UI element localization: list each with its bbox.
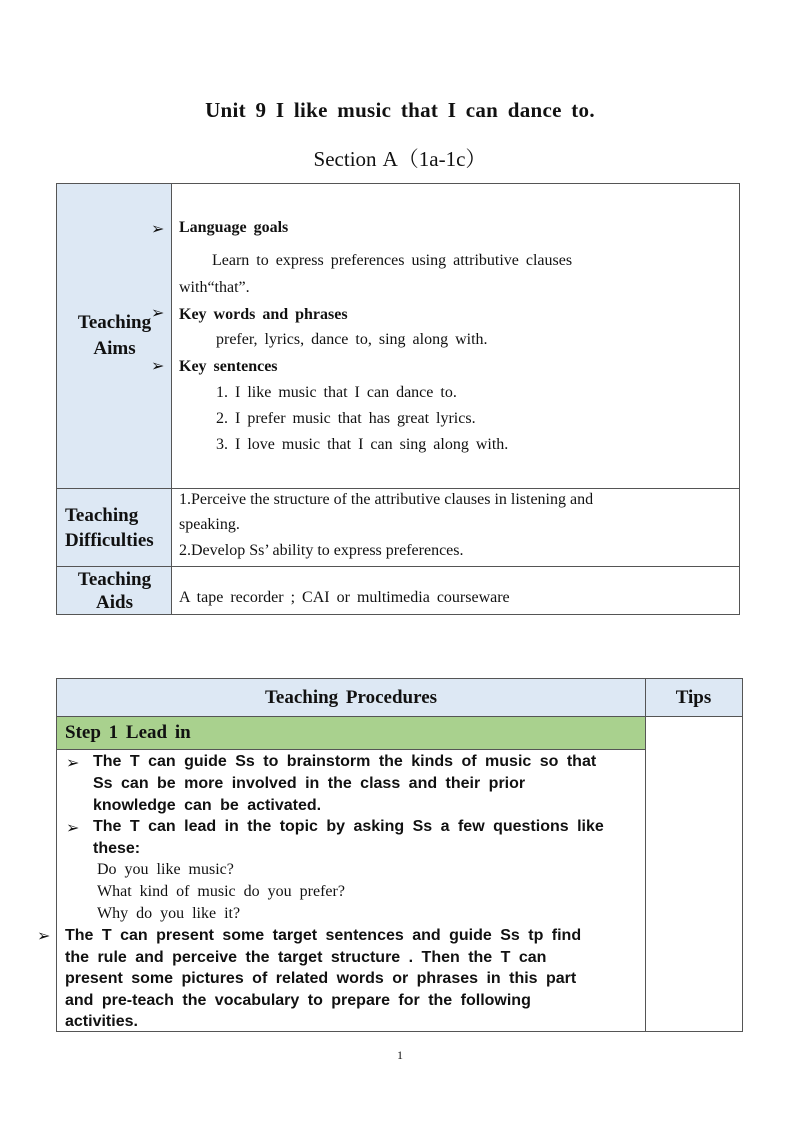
teaching-aids-label-line1: Teaching <box>77 569 152 590</box>
arrow-bullet-icon: ➢ <box>151 221 165 238</box>
step-1-title: Step 1 Lead in <box>65 722 191 743</box>
teaching-aids-row <box>57 566 739 614</box>
teaching-aids-label-cell <box>57 567 172 614</box>
arrow-bullet-icon: ➢ <box>151 305 165 322</box>
key-words-heading: Key words and phrases <box>179 306 348 323</box>
language-goals-line2: with“that”. <box>179 279 250 296</box>
column-divider <box>645 679 646 1031</box>
teaching-aims-label-line2: Aims <box>93 338 136 359</box>
bullet1-line3: knowledge can be activated. <box>93 797 322 814</box>
teaching-difficulties-label-line1: Teaching <box>65 505 139 526</box>
teaching-aims-label-line1: Teaching <box>77 312 152 333</box>
arrow-bullet-icon: ➢ <box>66 755 80 772</box>
teaching-info-table <box>56 183 740 615</box>
procedures-header-row <box>57 679 742 717</box>
step-1-row <box>57 717 645 750</box>
key-sentence-2: 2. I prefer music that has great lyrics. <box>216 410 476 427</box>
teaching-difficulties-content-cell <box>172 489 739 566</box>
key-words-text: prefer, lyrics, dance to, sing along with. <box>216 331 488 348</box>
arrow-bullet-icon: ➢ <box>66 820 80 837</box>
bullet3-line2: the rule and perceive the target structure . Then the T can <box>65 949 547 966</box>
bullet1-line2: Ss can be more involved in the class and their prior <box>93 775 526 792</box>
teaching-aims-content-cell <box>172 184 739 488</box>
teaching-aids-text: A tape recorder ; CAI or multimedia courseware <box>179 589 510 606</box>
difficulties-line1: 1.Perceive the structure of the attributive clauses in listening and <box>179 491 594 508</box>
bullet3-line5: activities. <box>65 1013 138 1030</box>
page-title: Unit 9 I like music that I can dance to. <box>205 98 595 122</box>
bullet3-line3: present some pictures of related words or phrases in this part <box>65 970 577 987</box>
question-3: Why do you like it? <box>97 905 241 922</box>
bullet3-line4: and pre-teach the vocabulary to prepare for the following <box>65 992 531 1009</box>
arrow-bullet-icon: ➢ <box>151 358 165 375</box>
teaching-aids-label-line2: Aids <box>96 592 133 613</box>
difficulties-line3: 2.Develop Ss’ ability to express preferences. <box>179 542 464 559</box>
teaching-difficulties-label-line2: Difficulties <box>65 530 154 551</box>
bullet2-line2: these: <box>93 840 141 857</box>
teaching-difficulties-row <box>57 488 739 566</box>
page-number: 1 <box>397 1048 403 1062</box>
teaching-aids-content-cell <box>172 567 739 614</box>
teaching-procedures-table <box>37 678 743 1032</box>
bullet1-line1: The T can guide Ss to brainstorm the kinds of music so that <box>93 753 597 770</box>
key-sentences-heading: Key sentences <box>179 358 278 375</box>
teaching-difficulties-label-cell <box>57 489 172 566</box>
question-2: What kind of music do you prefer? <box>97 883 345 900</box>
arrow-bullet-icon: ➢ <box>37 928 51 945</box>
bullet2-line1: The T can lead in the topic by asking Ss a few questions like <box>93 818 604 835</box>
key-sentence-1: 1. I like music that I can dance to. <box>216 384 457 401</box>
tips-header: Tips <box>675 687 712 708</box>
page-subtitle: Section A（1a-1c） <box>313 147 487 171</box>
difficulties-line2: speaking. <box>179 516 240 533</box>
language-goals-heading: Language goals <box>179 219 289 236</box>
question-1: Do you like music? <box>97 861 234 878</box>
teaching-aims-row <box>57 184 739 488</box>
teaching-procedures-header: Teaching Procedures <box>264 687 438 708</box>
language-goals-line1: Learn to express preferences using attributive clauses <box>212 252 573 269</box>
key-sentence-3: 3. I love music that I can sing along with. <box>216 436 509 453</box>
bullet3-line1: The T can present some target sentences and guide Ss tp find <box>65 927 582 944</box>
